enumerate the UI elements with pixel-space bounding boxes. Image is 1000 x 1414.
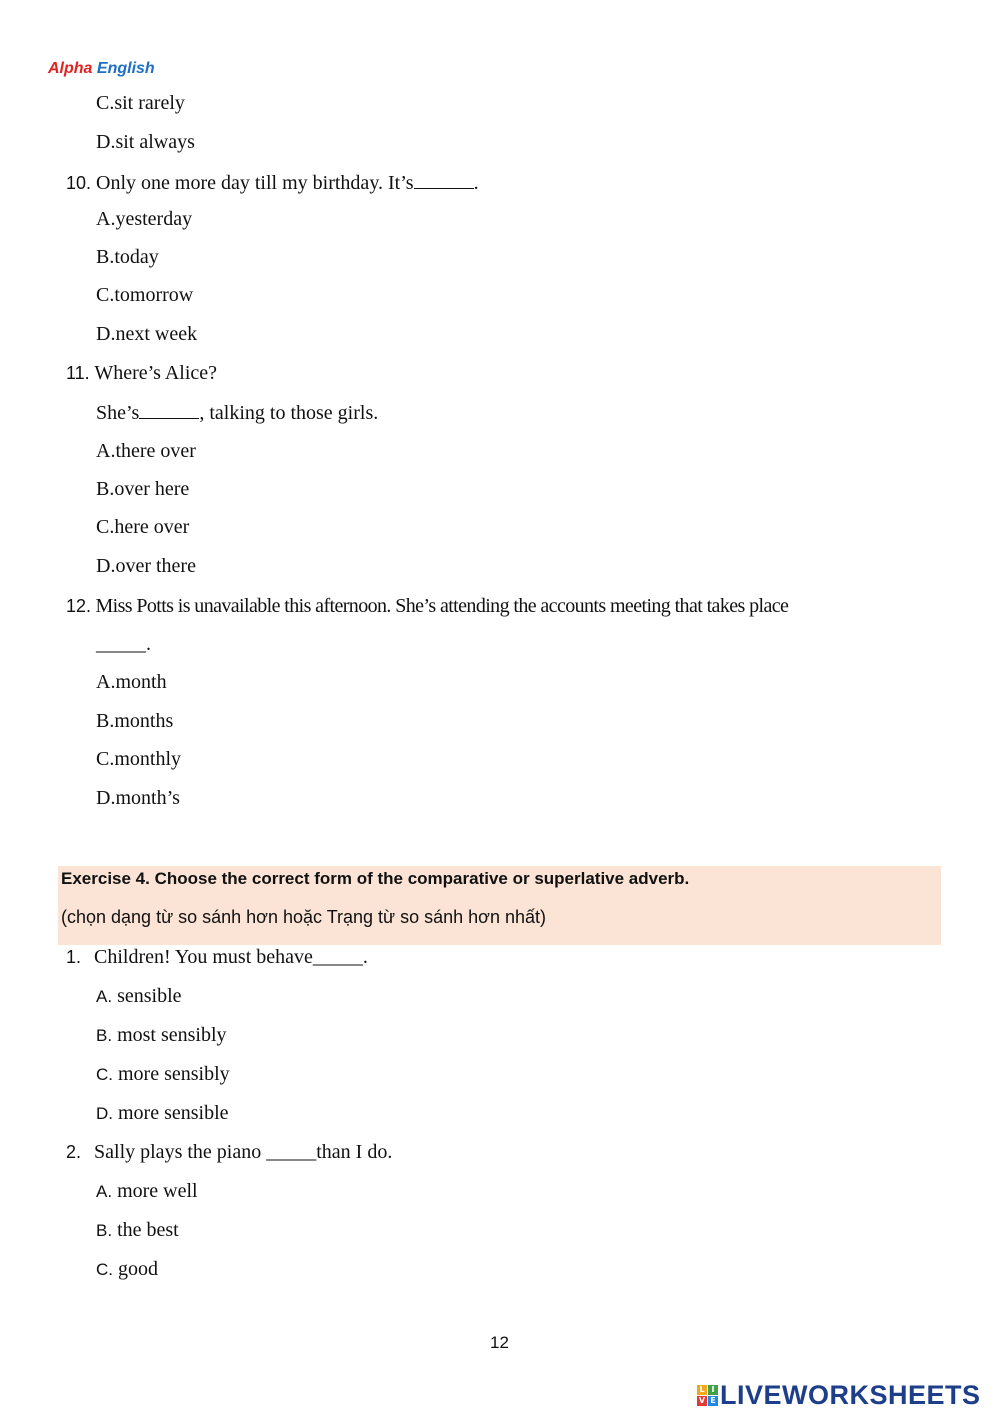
option-letter: B. (96, 1221, 113, 1240)
question-12-line2 (96, 633, 151, 656)
liveworksheets-logo[interactable] (697, 1380, 981, 1411)
option-q12-b[interactable] (96, 710, 173, 733)
option-text: month (115, 671, 167, 693)
option-text: sit rarely (114, 92, 185, 114)
option-text: there over (115, 440, 196, 462)
option-q11-a[interactable] (96, 440, 196, 463)
question-text: She’s (96, 402, 140, 424)
answer-blank[interactable]: _____. (96, 633, 151, 655)
option-ex4-q1-b[interactable] (96, 1024, 227, 1047)
option-text: month’s (115, 787, 180, 809)
option-q10-d[interactable] (96, 323, 197, 346)
exercise-4-title: Exercise 4. Choose the correct form of the comparative or superlative adverb. (61, 869, 690, 888)
answer-blank[interactable]: _____ (312, 946, 363, 968)
answer-blank[interactable]: _____ (266, 1141, 317, 1163)
option-text: over there (115, 555, 196, 577)
option-q10-a[interactable] (96, 208, 192, 231)
option-letter: C. (96, 284, 115, 306)
option-letter: B. (96, 478, 115, 500)
question-text-end: . (362, 946, 368, 968)
option-text: over here (114, 478, 190, 500)
option-letter: D. (96, 555, 116, 577)
logo-letter: V (698, 1396, 706, 1405)
option-q11-b[interactable] (96, 478, 189, 501)
option-text: yesterday (115, 208, 193, 230)
option-letter: D. (96, 787, 116, 809)
question-11 (66, 362, 217, 385)
question-10 (66, 170, 479, 195)
option-text: monthly (114, 748, 182, 770)
answer-blank[interactable] (139, 400, 199, 419)
option-letter: C. (96, 1260, 113, 1279)
question-text: Sally plays the piano (94, 1141, 267, 1163)
question-number: 11. (66, 363, 90, 383)
option-letter: D. (96, 131, 116, 153)
question-text: Miss Potts is unavailable this afternoon. She’s attending the accounts meeting that takes place (95, 595, 789, 617)
logo-letter: E (708, 1396, 718, 1406)
question-number: 10. (66, 173, 92, 193)
brand-english: English (96, 60, 155, 77)
question-text-end: than I do. (316, 1141, 393, 1163)
option-letter: A. (96, 208, 116, 230)
option-text: good (118, 1258, 158, 1280)
option-text: more sensibly (118, 1063, 230, 1085)
option-text: sensible (117, 985, 182, 1007)
option-ex4-q2-c[interactable] (96, 1258, 158, 1281)
option-letter: A. (96, 671, 116, 693)
option-text: today (114, 246, 159, 268)
question-text: Where’s Alice? (94, 362, 218, 384)
option-ex4-q1-a[interactable] (96, 985, 182, 1008)
question-text: Only one more day till my birthday. It’s (96, 172, 414, 194)
logo-letter: I (708, 1385, 718, 1395)
option-letter: C. (96, 1065, 113, 1084)
question-12 (66, 595, 788, 618)
logo-letter: L (697, 1385, 707, 1395)
option-ex4-q2-a[interactable] (96, 1180, 198, 1203)
option-q10-b[interactable] (96, 246, 159, 269)
question-number: 12. (66, 596, 92, 616)
option-text: next week (115, 323, 198, 345)
option-letter: D. (96, 323, 116, 345)
option-ex4-q2-b[interactable] (96, 1219, 179, 1242)
option-letter: C. (96, 748, 115, 770)
option-q12-c[interactable] (96, 748, 181, 771)
answer-blank[interactable] (414, 170, 474, 189)
option-letter: C. (96, 516, 115, 538)
option-q10-c[interactable] (96, 284, 193, 307)
option-text: tomorrow (114, 284, 194, 306)
exercise-4-question-2 (66, 1141, 392, 1164)
page-number: 12 (490, 1333, 509, 1352)
question-text: Children! You must behave (94, 946, 313, 968)
option-text: more well (117, 1180, 198, 1202)
question-number: 2. (66, 1142, 82, 1162)
brand-alpha: Alpha (48, 60, 93, 77)
option-q11-c[interactable] (96, 516, 189, 539)
option-text: more sensible (118, 1102, 229, 1124)
question-number: 1. (66, 947, 82, 967)
question-11-line2 (96, 400, 378, 425)
option-q9-d[interactable] (96, 131, 195, 154)
option-text: here over (114, 516, 190, 538)
option-q9-c[interactable] (96, 92, 185, 115)
exercise-4-subtitle: (chọn dạng từ so sánh hơn hoặc Trạng từ so sánh hơn nhất) (61, 907, 547, 927)
option-ex4-q1-d[interactable] (96, 1102, 229, 1125)
option-letter: B. (96, 246, 115, 268)
option-letter: A. (96, 440, 116, 462)
option-text: months (114, 710, 174, 732)
brand-header (48, 60, 155, 78)
option-letter: B. (96, 710, 115, 732)
option-text: most sensibly (117, 1024, 227, 1046)
option-letter: A. (96, 987, 113, 1006)
option-ex4-q1-c[interactable] (96, 1063, 230, 1086)
option-text: sit always (115, 131, 195, 153)
exercise-4-question-1 (66, 946, 368, 969)
option-q11-d[interactable] (96, 555, 196, 578)
liveworksheets-logo-text: LIVEWORKSHEETS (720, 1380, 981, 1410)
option-letter: B. (96, 1026, 113, 1045)
option-q12-a[interactable] (96, 671, 167, 694)
option-letter: C. (96, 92, 115, 114)
option-q12-d[interactable] (96, 787, 180, 810)
option-letter: D. (96, 1104, 113, 1123)
option-text: the best (117, 1219, 179, 1241)
liveworksheets-logo-icon (697, 1385, 718, 1406)
option-letter: A. (96, 1182, 113, 1201)
question-text-end: . (473, 172, 479, 194)
question-text-end: , talking to those girls. (199, 402, 379, 424)
